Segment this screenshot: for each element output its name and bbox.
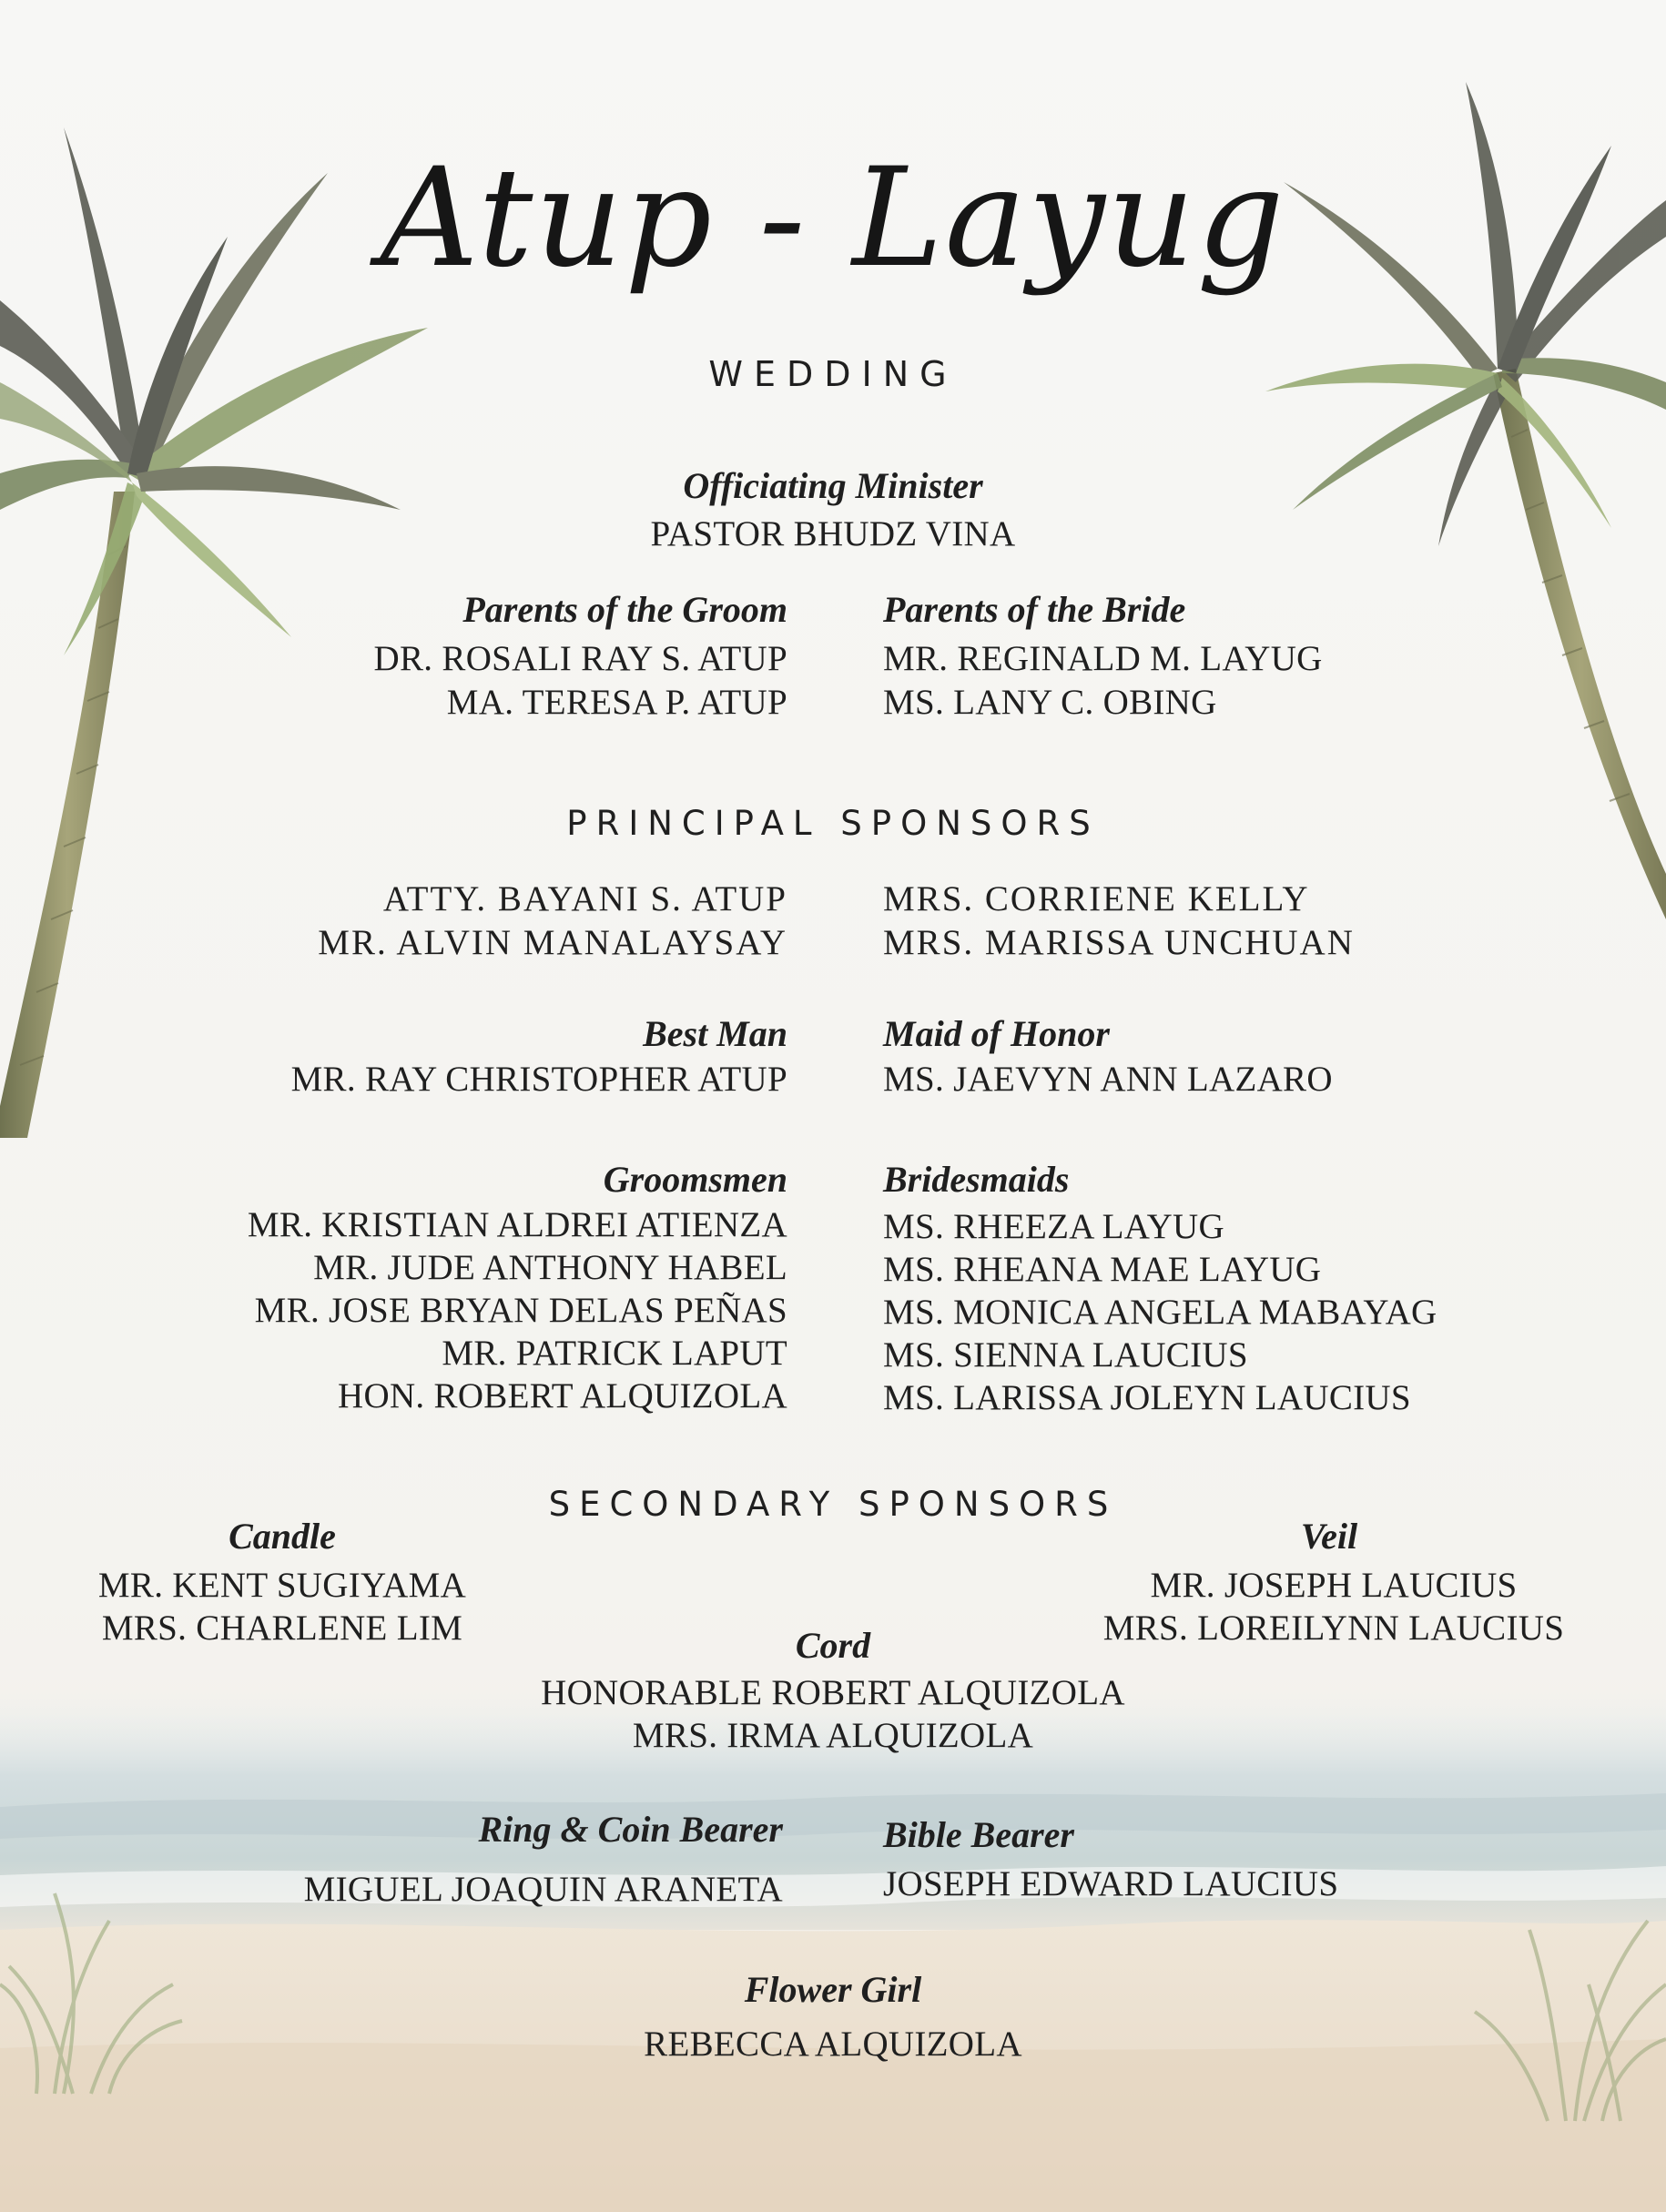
groomsman-name: MR. JUDE ANTHONY HABEL (313, 1248, 787, 1287)
candle-sponsor-name: MR. KENT SUGIYAMA (97, 1566, 467, 1605)
parents-of-bride-name: MR. REGINALD M. LAYUG (883, 639, 1323, 678)
wedding-subtitle: WEDDING (708, 354, 958, 394)
bridesmaid-name: MS. RHEANA MAE LAYUG (883, 1250, 1322, 1289)
sand-wash (0, 1920, 1666, 2212)
bible-bearer-name: JOSEPH EDWARD LAUCIUS (883, 1864, 1339, 1903)
groomsman-name: MR. PATRICK LAPUT (442, 1334, 787, 1373)
flower-girl-name: REBECCA ALQUIZOLA (644, 2024, 1022, 2064)
groomsman-name: HON. ROBERT ALQUIZOLA (338, 1376, 787, 1415)
veil-sponsor-name: MRS. LOREILYNN LAUCIUS (1102, 1608, 1565, 1648)
bridesmaid-name: MS. RHEEZA LAYUG (883, 1207, 1224, 1246)
bridesmaid-name: MS. MONICA ANGELA MABAYAG (883, 1293, 1437, 1332)
veil-label: Veil (1300, 1516, 1358, 1557)
maid-of-honor-label: Maid of Honor (883, 1013, 1110, 1054)
bridesmaids-label: Bridesmaids (883, 1159, 1070, 1200)
principal-sponsor-name: MR. ALVIN MANALAYSAY (318, 923, 787, 962)
groomsman-name: MR. JOSE BRYAN DELAS PEÑAS (254, 1291, 787, 1330)
parents-of-groom-label: Parents of the Groom (462, 589, 787, 630)
best-man-label: Best Man (643, 1013, 787, 1054)
secondary-sponsors-heading: SECONDARY SPONSORS (548, 1485, 1118, 1524)
maid-of-honor-name: MS. JAEVYN ANN LAZARO (883, 1060, 1333, 1099)
ring-coin-bearer-name: MIGUEL JOAQUIN ARANETA (303, 1870, 783, 1909)
cord-sponsor-name: HONORABLE ROBERT ALQUIZOLA (541, 1673, 1125, 1712)
bridesmaid-name: MS. LARISSA JOLEYN LAUCIUS (883, 1378, 1411, 1417)
parents-of-groom-name: MA. TERESA P. ATUP (446, 683, 787, 722)
parents-of-bride-name: MS. LANY C. OBING (883, 683, 1217, 722)
parents-of-bride-label: Parents of the Bride (883, 589, 1186, 630)
candle-label: Candle (229, 1516, 336, 1557)
principal-sponsor-name: ATTY. BAYANI S. ATUP (382, 879, 787, 918)
veil-sponsor-name: MR. JOSEPH LAUCIUS (1150, 1566, 1518, 1605)
principal-sponsors-heading: PRINCIPAL SPONSORS (566, 804, 1100, 843)
officiating-minister-label: Officiating Minister (683, 465, 983, 506)
cord-label: Cord (795, 1625, 871, 1666)
flower-girl-label: Flower Girl (744, 1969, 922, 2010)
best-man-name: MR. RAY CHRISTOPHER ATUP (290, 1060, 787, 1099)
parents-of-groom-name: DR. ROSALI RAY S. ATUP (373, 639, 787, 678)
principal-sponsor-name: MRS. CORRIENE KELLY (883, 879, 1310, 918)
candle-sponsor-name: MRS. CHARLENE LIM (101, 1608, 463, 1648)
groomsman-name: MR. KRISTIAN ALDREI ATIENZA (247, 1205, 787, 1244)
officiating-minister-name: PASTOR BHUDZ VINA (650, 514, 1016, 553)
principal-sponsor-name: MRS. MARISSA UNCHUAN (883, 923, 1355, 962)
ring-coin-bearer-label: Ring & Coin Bearer (478, 1809, 783, 1850)
bridesmaid-name: MS. SIENNA LAUCIUS (883, 1335, 1248, 1375)
bible-bearer-label: Bible Bearer (883, 1814, 1074, 1855)
couple-title-script: Atup - Layug (380, 139, 1286, 298)
groomsmen-label: Groomsmen (603, 1159, 787, 1200)
cord-sponsor-name: MRS. IRMA ALQUIZOLA (632, 1716, 1034, 1755)
